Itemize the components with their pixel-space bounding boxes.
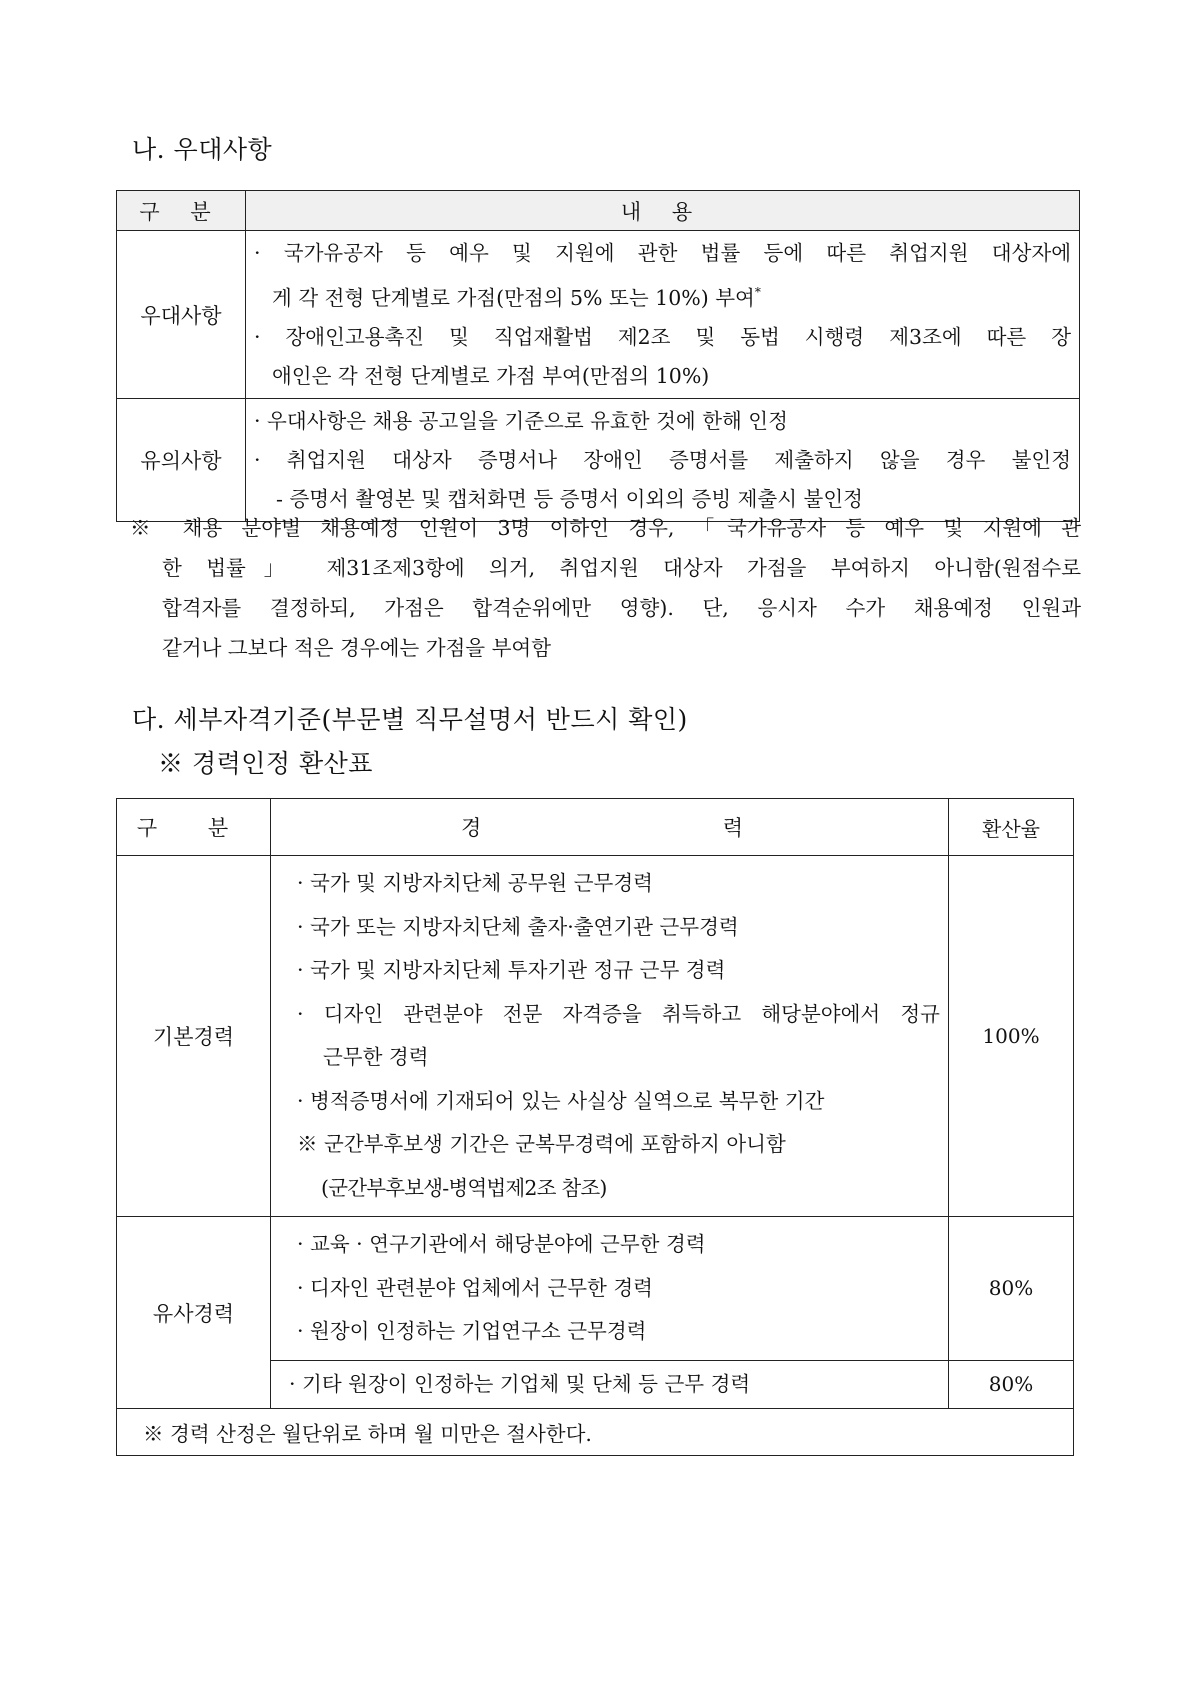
row-content-other-career: · 기타 원장이 인정하는 기업체 및 단체 등 근무 경력 <box>271 1360 949 1409</box>
table-header-career: 경 력 <box>271 799 949 856</box>
row-content-preference: · 국가유공자 등 예우 및 지원에 관한 법률 등에 따른 취업지원 대상자에 게 각 전형 단계별로 가점(만점의 5% 또는 10%) 부여* · 장애인고용촉진 및 직업재활법 제2조 및 동법 시행령 제3조에 따른 장 애인은 각 전형 단계별로 가점 부여(만점의 10%) <box>246 231 1080 399</box>
section-heading-preference: 나. 우대사항 <box>132 135 273 164</box>
career-conversion-table <box>116 798 1074 1456</box>
table-row <box>117 1409 1074 1456</box>
table-row <box>117 856 1074 1217</box>
table-header-category: 구 분 <box>117 799 271 856</box>
career-table-footnote: ※ 경력 산정은 월단위로 하며 월 미만은 절사한다. <box>117 1409 1074 1456</box>
table-header-category: 구 분 <box>117 191 246 231</box>
table-row <box>117 399 1080 522</box>
rate-basic-career: 100% <box>949 856 1074 1217</box>
row-label-similar-career: 유사경력 <box>117 1217 271 1409</box>
row-content-similar-career: · 교육 · 연구기관에서 해당분야에 근무한 경력 · 디자인 관련분야 업체에서 근무한 경력 · 원장이 인정하는 기업연구소 근무경력 <box>271 1217 949 1361</box>
table-header-content: 내 용 <box>246 191 1080 231</box>
table-row <box>117 231 1080 399</box>
section-heading-qualification: 다. 세부자격기준(부문별 직무설명서 반드시 확인) <box>132 705 688 734</box>
row-label-caution: 유의사항 <box>117 399 246 522</box>
rate-similar-career: 80% <box>949 1217 1074 1361</box>
row-content-basic-career: · 국가 및 지방자치단체 공무원 근무경력 · 국가 또는 지방자치단체 출자·출연기관 근무경력 · 국가 및 지방자치단체 투자기관 정규 근무 경력 · 디자인 관련분야 전문 자격증을 취득하고 해당분야에서 정규 근무한 경력 · 병적증명서에 기재되어 있는 사실상 실역으로 복무한 기간 ※ 군간부후보생 기간은 군복무경력에 포함하지 아니함 (군간부후보생-병역법제2조 참조) <box>271 856 949 1217</box>
preference-note: ※ 채용 분야별 채용예정 인원이 3명 이하인 경우, 「국가유공자 등 예우 및 지원에 관 한 법률」 제31조제3항에 의거, 취업지원 대상자 가점을 부여하지 아니함(원점수로 합격자를 결정하되, 가점은 합격순위에만 영향). 단, 응시자 수가 채용예정 인원과 같거나 그보다 적은 경우에는 가점을 부여함 <box>130 516 1081 660</box>
table-header-rate: 환산율 <box>949 799 1074 856</box>
row-label-preference: 우대사항 <box>117 231 246 399</box>
rate-other-career: 80% <box>949 1360 1074 1409</box>
table-row <box>117 1217 1074 1361</box>
row-content-caution: · 우대사항은 채용 공고일을 기준으로 유효한 것에 한해 인정 · 취업지원 대상자 증명서나 장애인 증명서를 제출하지 않을 경우 불인정 - 증명서 촬영본 및 캡처화면 등 증명서 이외의 증빙 제출시 불인정 <box>246 399 1080 522</box>
subheading-career-conversion: ※ 경력인정 환산표 <box>158 749 373 778</box>
row-label-basic-career: 기본경력 <box>117 856 271 1217</box>
preference-table <box>116 190 1080 522</box>
